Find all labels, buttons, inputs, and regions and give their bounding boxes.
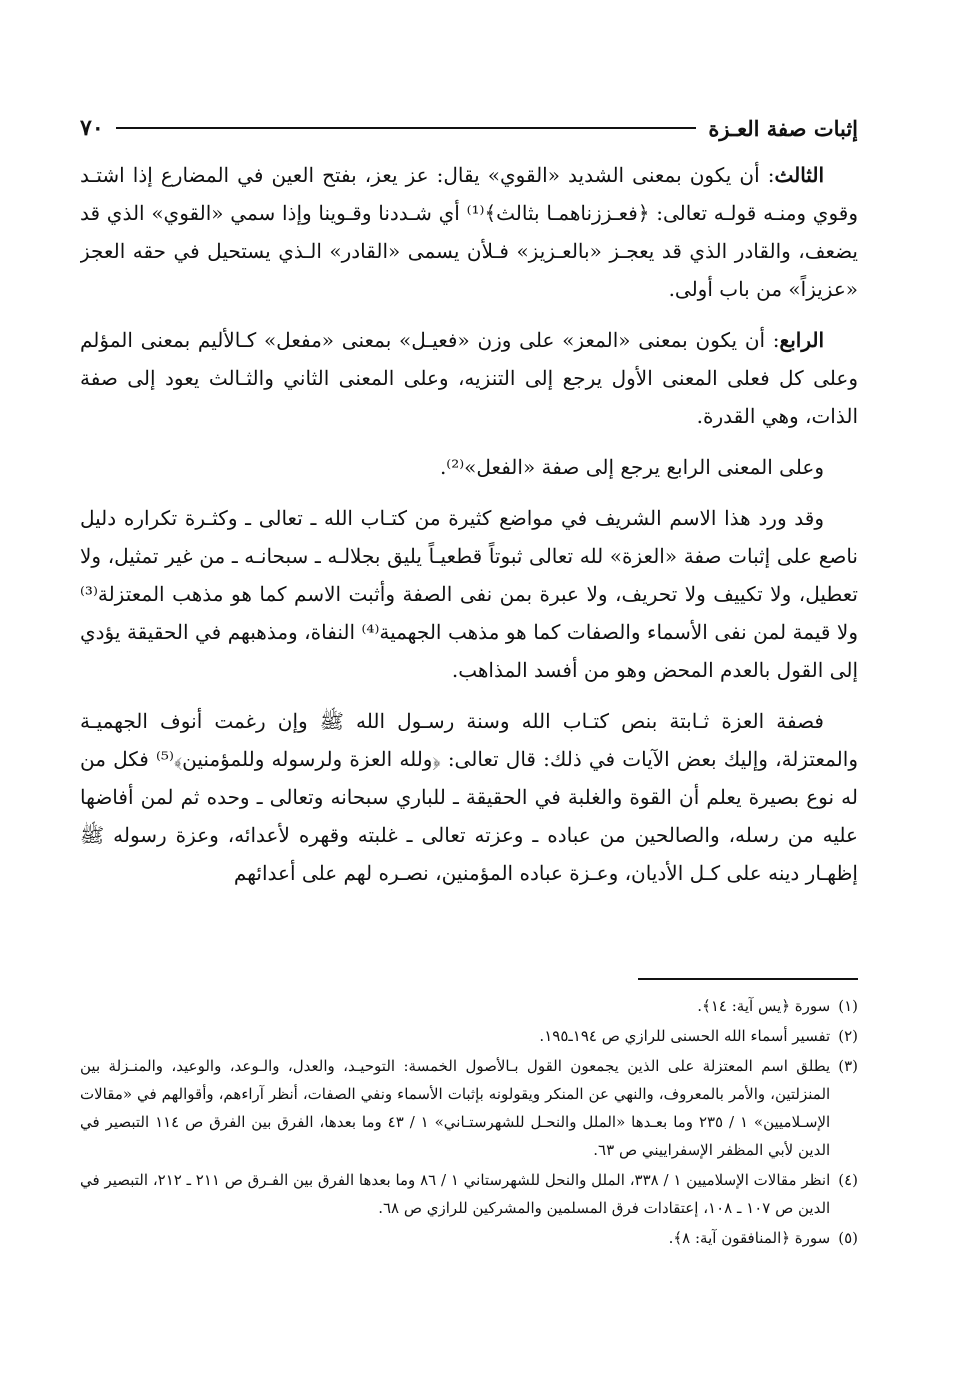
footnote-item <box>80 1166 858 1222</box>
paragraph-fourth-note <box>80 448 858 486</box>
footnotes <box>80 992 858 1312</box>
footnote-text: سورة ﴿المنافقون آية: ٨﴾. <box>668 1229 831 1247</box>
paragraph-third-meaning <box>80 156 858 308</box>
paragraph-text: وعلى المعنى الرابع يرجع إلى صفة «الفعل»⁽²⁾. <box>439 455 824 479</box>
footnote-number: (٤) <box>838 1171 858 1189</box>
paragraph-lead: الرابع <box>779 328 824 352</box>
footnote-number: (١) <box>838 997 858 1015</box>
footnote-text: يطلق اسم المعتزلة على الذين يجمعون القول بـالأصول الخمسة: التوحيـد، والعدل، والـوعد، والوعيد، والمنـزلة بين المنزلتين، والأمر بالمعروف، والنهي عن المنكر ويقولونه بإثبات الأسماء ونفي الصفات، أنظر آراءهم، وأقوالهم في «مقالات الإسـلاميين» ١ / ٢٣٥ وما بعـدها «الملل والنحـل للشهرستـاني» ١ / ٤٣ وما بعدها، الفرق بين الفرق ص ١١٤ التبصير في الدين لأبي المظفر الإسفراييني ص ٦٣. <box>80 1057 831 1159</box>
paragraph-text: فصفة العزة ثـابتة بنص كتـاب الله وسنة رسـول الله ﷺ وإن رغمت أنوف الجهميـة والمعتزلة، وإليك بعض الآيات في ذلك: قال تعالى: ﴿ولله العزة ولرسوله وللمؤمنين﴾⁽⁵⁾ فكل من له نوع بصيرة يعلم أن القوة والغلبة في الحقيقة ـ للباري سبحانه وتعالى ـ وحده ثم لمن أفاضها عليه من رسله، والصالحين من عباده ـ وعزته تعالى ـ غلبته وقهره لأعدائه، وعزة رسوله ﷺ إظهـار دينه على كـل الأديان، وعـزة عباده المؤمنين، نصـره لهم على أعدائهم <box>80 709 858 885</box>
main-text <box>80 156 858 976</box>
footnote-text: تفسير أسماء الله الحسنى للرازي ص ١٩٤ـ١٩٥. <box>539 1027 831 1045</box>
header-rule <box>116 127 697 129</box>
footnote-text: انظر مقالات الإسلاميين ١ / ٣٣٨، الملل والنحل للشهرستاني ١ / ٨٦ وما بعدها الفرق بين الفـرق ص ٢١١ ـ ٢١٢، التبصير في الدين ص ١٠٧ ـ ١٠٨، إعتقادات فرق المسلمين والمشركين للرازي ص ٦٨. <box>80 1171 831 1217</box>
paragraph-text: : أن يكون بمعنى الشديد «القوي» يقال: عز يعز، بفتح العين في المضارع إذا اشتـد وقوي ومنـه قولـه تعالى: ﴿فعـززناهمـا بثالث﴾⁽¹⁾ أي شـددنا وقـوينا وإذا سمي «القوي» الذي قد يضعف، والقادر الذي قد يعجـز «بالعـزيز» فـلأن يسمى «القادر» الـذي يستحيل في حقه العجز «عزيزاً» من باب أولى. <box>80 163 858 301</box>
page-number: ٧٠ <box>80 115 104 141</box>
footnote-item <box>80 992 858 1020</box>
paragraph-text: وقد ورد هذا الاسم الشريف في مواضع كثيرة من كتـاب الله ـ تعالى ـ وكثـرة تكراره دليل ناصع على إثبات صفة «العزة» لله تعالى ثبوتاً قطعيـاً يليق بجلالـه ـ سبحانـه ـ من غير تمثيل، ولا تعطيل، ولا تكييف ولا تحريف، ولا عبرة بمن نفى الصفة وأثبت الاسم كما هو مذهب المعتزلة⁽³⁾ ولا قيمة لمن نفى الأسماء والصفات كما هو مذهب الجهمية⁽⁴⁾ النفاة، ومذهبهم في الحقيقة يؤدي إلى القول بالعدم المحض وهو من أفسد المذاهب. <box>80 506 858 682</box>
footnote-number: (٥) <box>838 1229 858 1247</box>
footnote-item <box>80 1022 858 1050</box>
footnote-number: (٢) <box>838 1027 858 1045</box>
paragraph-lead: الثالث <box>774 163 824 187</box>
footnote-separator <box>638 978 858 980</box>
paragraph-attribute-proof <box>80 702 858 892</box>
paragraph-fourth-meaning <box>80 321 858 435</box>
chapter-title: إثبات صفة العـزة <box>708 115 858 141</box>
paragraph-name-occurrence <box>80 499 858 689</box>
footnote-item <box>80 1052 858 1164</box>
footnote-number: (٣) <box>838 1057 858 1075</box>
paragraph-text: : أن يكون بمعنى «المعز» على وزن «فعيـل» بمعنى «مفعل» كـالأليم بمعنى المؤلم وعلى كل فعلى المعنى الأول يرجع إلى التنزيه، وعلى المعنى الثاني والثـالث يعود إلى صفة الذات، وهي القدرة. <box>80 328 858 428</box>
footnote-item <box>80 1224 858 1252</box>
footnote-text: سورة ﴿يس آية: ١٤﴾. <box>697 997 831 1015</box>
running-header <box>80 110 858 146</box>
